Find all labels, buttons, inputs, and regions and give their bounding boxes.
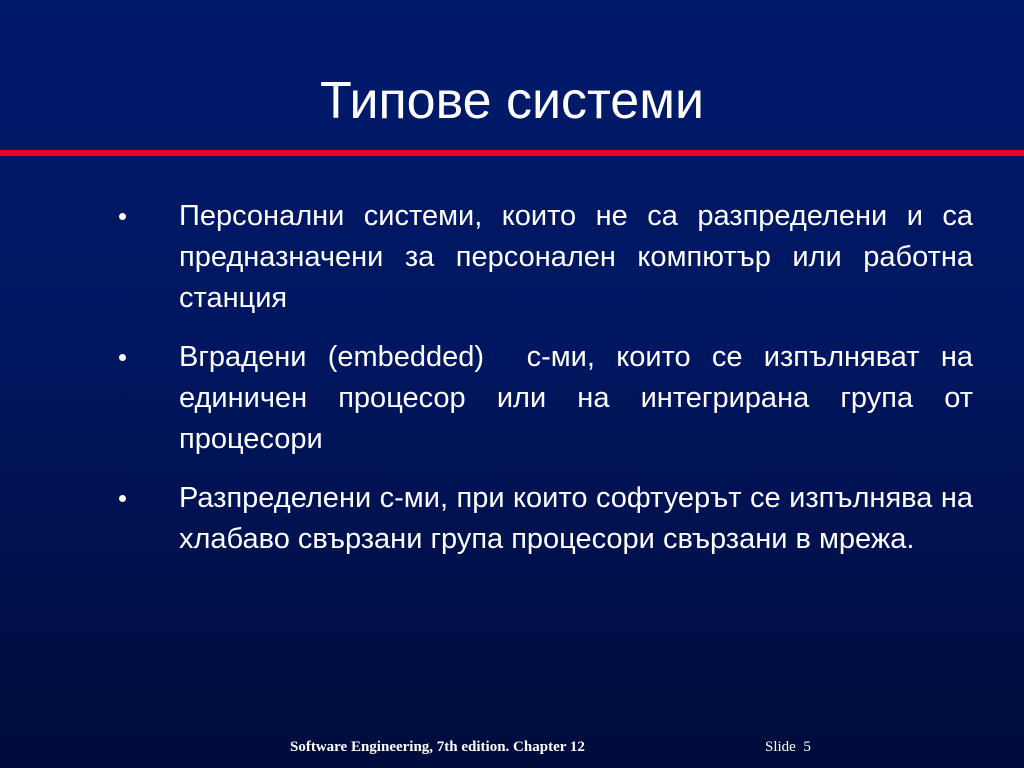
- bullet-list: [0, 196, 1024, 578]
- bullet-text: Персонални системи, които не са разпределени и са предназначени за персонален компютър или работна станция: [179, 200, 973, 314]
- footer-book-title: Software Engineering, 7th edition. Chapter 12: [290, 739, 585, 755]
- slide-title: Типове системи: [319, 72, 704, 130]
- bullet-dot-icon: [119, 213, 126, 220]
- footer-slide-number: [765, 738, 811, 756]
- bullet-dot-icon: [119, 354, 126, 361]
- slide-number: 5: [803, 739, 811, 755]
- title-divider: [0, 150, 1024, 156]
- bullet-item: [0, 478, 1024, 560]
- slide-label: Slide: [765, 739, 796, 755]
- bullet-text: Вградени (embedded) с-ми, които се изпълняват на единичен процесор или на интегрирана група от процесори: [179, 341, 982, 455]
- bullet-item: [0, 337, 1024, 460]
- bullet-item: [0, 196, 1024, 319]
- bullet-text: Разпределени с-ми, при които софтуерът се изпълнява на хлабаво свързани група процесори свързани в мрежа.: [179, 482, 973, 555]
- bullet-dot-icon: [119, 495, 126, 502]
